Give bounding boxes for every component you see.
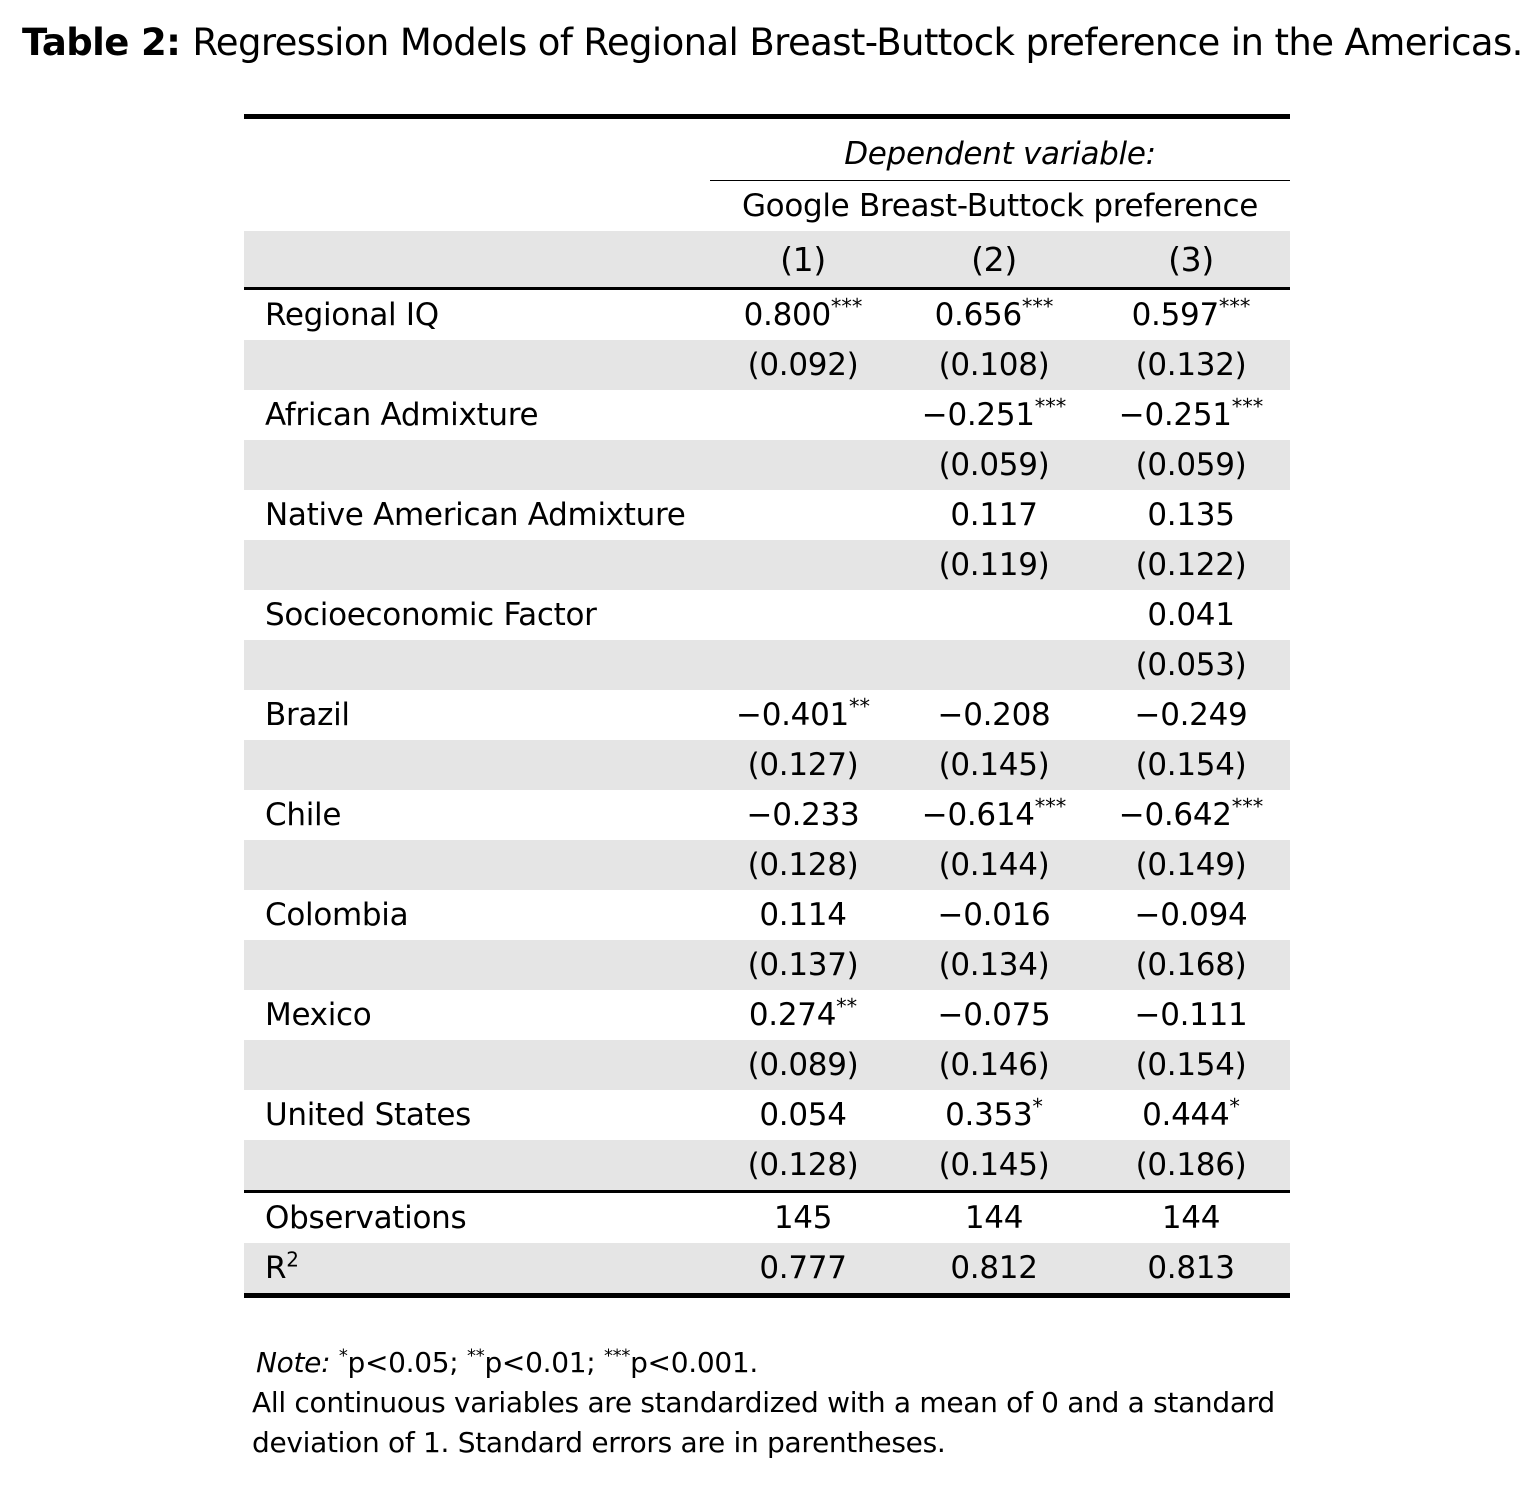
table-row — [244, 390, 1290, 440]
r-squared-value-1: 0.777 — [759, 1250, 847, 1286]
significance-stars: *** — [1218, 294, 1251, 319]
significance-stars: *** — [1034, 394, 1067, 419]
variable-label: Regional IQ — [265, 297, 439, 333]
standard-error-cell: (0.168) — [1135, 947, 1247, 983]
standard-error-row — [244, 340, 1290, 390]
coefficient-cell: 0.041 — [1147, 597, 1235, 633]
significance-stars: *** — [1231, 794, 1264, 819]
dependent-variable-header — [244, 119, 1290, 181]
standard-error-cell: (0.154) — [1135, 1047, 1247, 1083]
dependent-variable-name: Google Breast-Buttock preference — [741, 188, 1259, 224]
coefficient-cell: −0.249 — [1134, 697, 1248, 733]
model-columns-header — [244, 231, 1290, 287]
standard-error-row — [244, 540, 1290, 590]
column-header-1: (1) — [780, 239, 826, 279]
table-note — [244, 1343, 1294, 1463]
standard-error-cell: (0.059) — [1135, 447, 1247, 483]
regression-table — [244, 114, 1290, 1298]
column-header-2: (2) — [971, 239, 1017, 279]
r-squared-value-2: 0.812 — [950, 1250, 1038, 1286]
coefficient-cell: 0.114 — [759, 897, 847, 933]
observations-label: Observations — [265, 1200, 467, 1236]
coefficient-cell: −0.111 — [1134, 997, 1248, 1033]
standard-error-cell: (0.122) — [1135, 547, 1247, 583]
standard-error-cell: (0.145) — [938, 747, 1050, 783]
significance-stars: ** — [836, 994, 858, 1019]
standard-error-cell: (0.137) — [747, 947, 859, 983]
column-header-3: (3) — [1168, 239, 1214, 279]
coefficient-cell: −0.094 — [1134, 897, 1248, 933]
standard-error-row — [244, 940, 1290, 990]
coefficient-cell: 0.054 — [759, 1097, 847, 1133]
standard-error-cell: (0.119) — [938, 547, 1050, 583]
bottom-rule — [244, 1293, 1290, 1298]
table-body — [244, 290, 1290, 1190]
coefficient-cell: 0.800*** — [743, 294, 863, 333]
standard-error-row — [244, 1040, 1290, 1090]
variable-label: Socioeconomic Factor — [265, 597, 597, 633]
coefficient-cell: −0.251*** — [921, 394, 1067, 433]
standard-error-cell: (0.128) — [747, 847, 859, 883]
standard-error-cell: (0.053) — [1135, 647, 1247, 683]
standardization-note: All continuous variables are standardized with a mean of 0 and a standard deviation of 1. Standard errors are in parentheses. — [252, 1386, 1275, 1459]
significance-stars: *** — [1021, 294, 1054, 319]
observations-row — [244, 1193, 1290, 1243]
dependent-variable-name-row — [244, 181, 1290, 231]
r-squared-label: $R^2$ — [265, 1247, 299, 1286]
significance-stars: * — [1032, 1094, 1043, 1119]
table-row — [244, 490, 1290, 540]
table-row — [244, 290, 1290, 340]
table-row — [244, 1090, 1290, 1140]
standard-error-row — [244, 440, 1290, 490]
variable-label: Brazil — [265, 697, 350, 733]
table-caption — [22, 18, 1523, 68]
observations-value-1: 145 — [773, 1200, 833, 1236]
variable-label: United States — [265, 1097, 472, 1133]
standard-error-cell: (0.154) — [1135, 747, 1247, 783]
standard-error-cell: (0.108) — [938, 347, 1050, 383]
variable-label: Chile — [265, 797, 342, 833]
caption-text: Regression Models of Regional Breast-Buttock preference in the Americas. — [192, 21, 1523, 64]
standard-error-cell: (0.145) — [938, 1147, 1050, 1183]
variable-label: Colombia — [265, 897, 409, 933]
observations-value-2: 144 — [964, 1200, 1024, 1236]
coefficient-cell: −0.251*** — [1118, 394, 1264, 433]
standard-error-cell: (0.146) — [938, 1047, 1050, 1083]
coefficient-cell: 0.353* — [945, 1094, 1043, 1133]
dependent-variable-label: Dependent variable: — [710, 136, 1290, 181]
coefficient-cell: 0.597*** — [1131, 294, 1251, 333]
caption-label: Table 2: — [22, 21, 181, 64]
significance-stars: *** — [1231, 394, 1264, 419]
r-squared-row — [244, 1243, 1290, 1293]
coefficient-cell: 0.117 — [950, 497, 1038, 533]
table-row — [244, 890, 1290, 940]
standard-error-cell: (0.149) — [1135, 847, 1247, 883]
coefficient-cell: −0.401** — [736, 694, 870, 733]
coefficient-cell: 0.274** — [748, 994, 858, 1033]
significance-stars: *** — [830, 294, 863, 319]
significance-stars: ** — [848, 694, 870, 719]
table-row — [244, 590, 1290, 640]
standard-error-cell: (0.092) — [747, 347, 859, 383]
coefficient-cell: 0.135 — [1147, 497, 1235, 533]
coefficient-cell: −0.075 — [937, 997, 1051, 1033]
table-row — [244, 990, 1290, 1040]
standard-error-cell: (0.089) — [747, 1047, 859, 1083]
standard-error-row — [244, 840, 1290, 890]
standard-error-cell: (0.134) — [938, 947, 1050, 983]
standard-error-cell: (0.127) — [747, 747, 859, 783]
coefficient-cell: −0.233 — [746, 797, 860, 833]
standard-error-cell: (0.132) — [1135, 347, 1247, 383]
significance-note: Note: *p<0.05; **p<0.01; ***p<0.001. — [256, 1345, 758, 1379]
coefficient-cell: −0.614*** — [921, 794, 1067, 833]
standard-error-row — [244, 640, 1290, 690]
r-squared-value-3: 0.813 — [1147, 1250, 1235, 1286]
table-row — [244, 790, 1290, 840]
standard-error-row — [244, 740, 1290, 790]
standard-error-cell: (0.144) — [938, 847, 1050, 883]
coefficient-cell: 0.656*** — [934, 294, 1054, 333]
standard-error-cell: (0.186) — [1135, 1147, 1247, 1183]
significance-stars: * — [1229, 1094, 1240, 1119]
variable-label: African Admixture — [265, 397, 539, 433]
standard-error-cell: (0.128) — [747, 1147, 859, 1183]
coefficient-cell: 0.444* — [1142, 1094, 1240, 1133]
variable-label: Mexico — [265, 997, 372, 1033]
variable-label: Native American Admixture — [265, 497, 686, 533]
observations-value-3: 144 — [1161, 1200, 1221, 1236]
standard-error-row — [244, 1140, 1290, 1190]
coefficient-cell: −0.208 — [937, 697, 1051, 733]
significance-stars: *** — [1034, 794, 1067, 819]
coefficient-cell: −0.642*** — [1118, 794, 1264, 833]
table-row — [244, 690, 1290, 740]
standard-error-cell: (0.059) — [938, 447, 1050, 483]
coefficient-cell: −0.016 — [937, 897, 1051, 933]
